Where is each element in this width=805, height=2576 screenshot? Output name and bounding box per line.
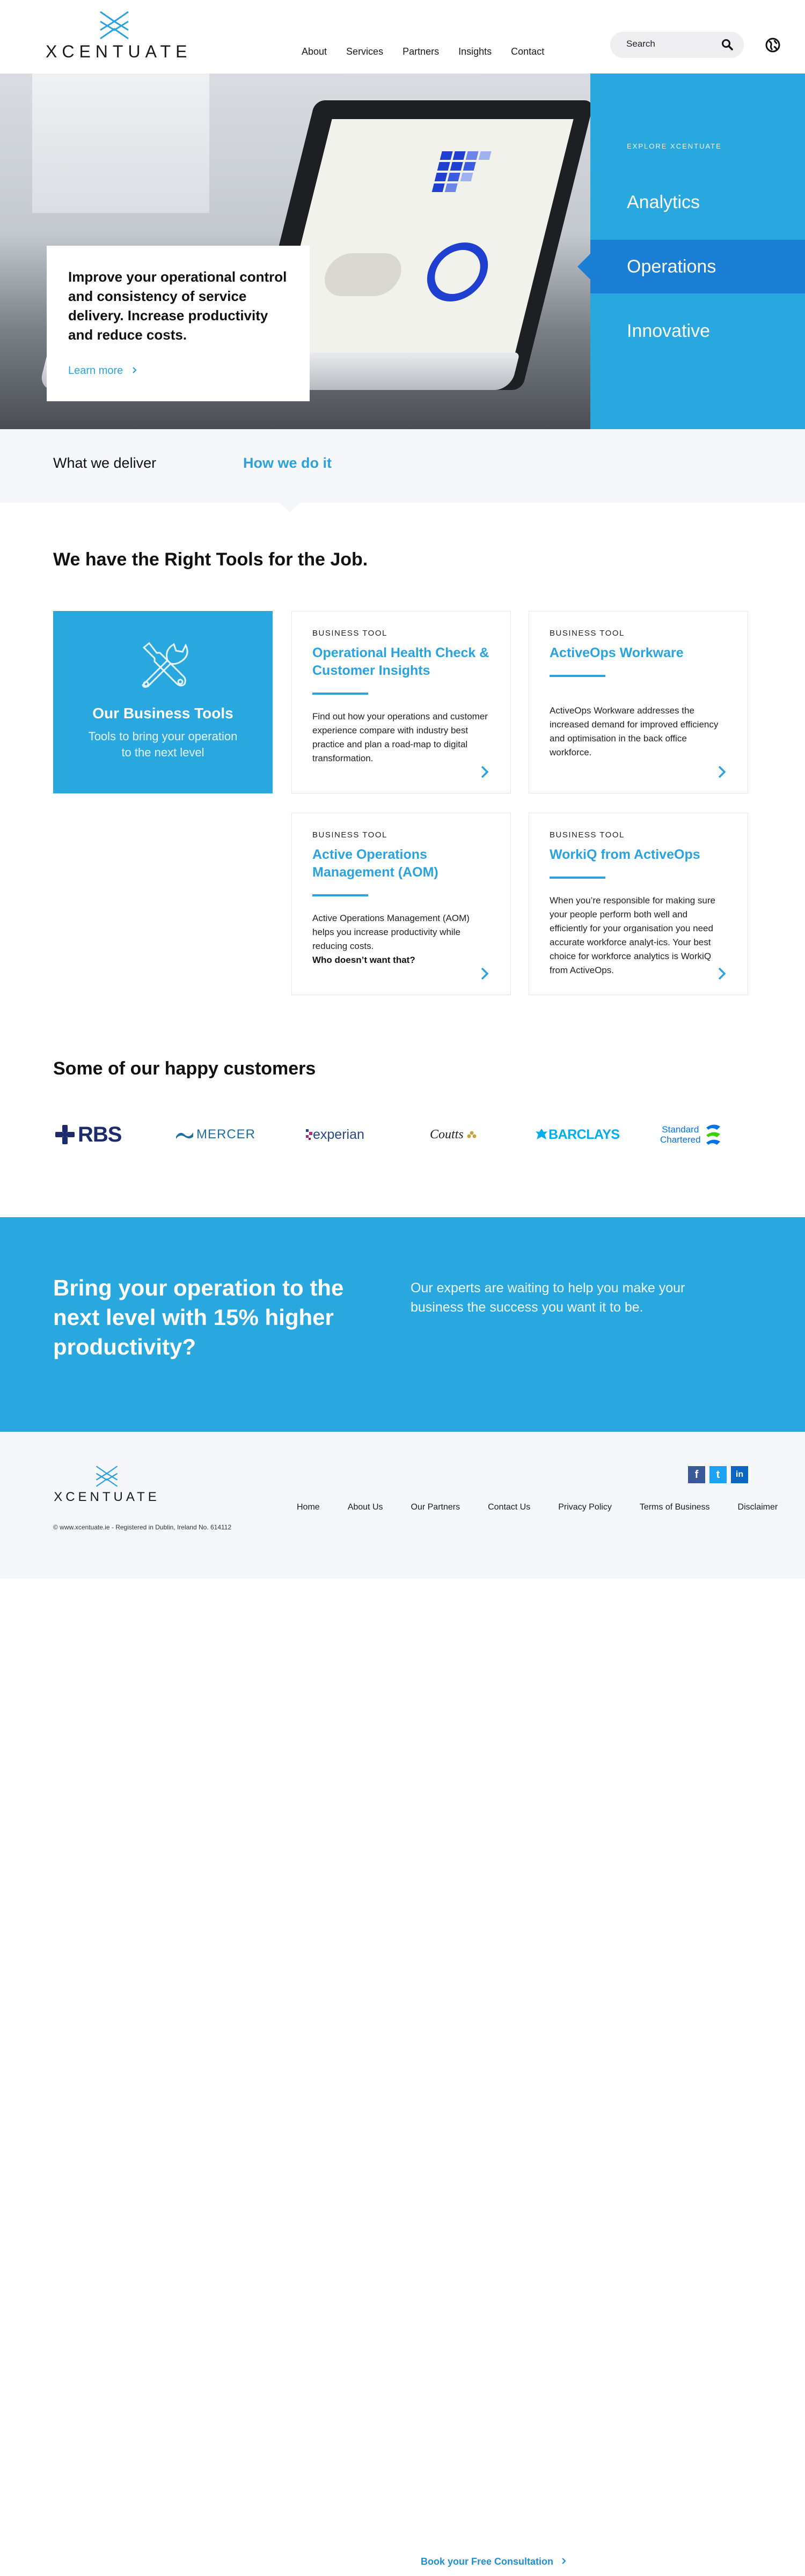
tool-card-divider xyxy=(550,675,605,677)
copyright-text: © www.xcentuate.ie - Registered in Dublin, Ireland No. 614112 xyxy=(53,1523,232,1531)
mercer-mark-icon xyxy=(175,1129,194,1140)
barclays-eagle-icon xyxy=(535,1128,548,1142)
screen-world-map xyxy=(320,253,406,296)
tool-card-text: When you’re responsible for making sure your people perform both well and efficiently for your organisation you need accurate workforce analyt-ics. Your best choice for workforce analytics is WorkiQ from ActiveOps. xyxy=(550,895,715,975)
explore-item-innovative[interactable]: Innovative xyxy=(627,321,710,341)
tool-card-title: Operational Health Check & Customer Insights xyxy=(312,645,489,678)
barclays-logo xyxy=(535,1118,620,1151)
globe-icon[interactable] xyxy=(765,37,781,53)
experian-mark-icon xyxy=(305,1128,313,1141)
cta-text: Our experts are waiting to help you make your business the success you want it to be. xyxy=(411,1280,685,1315)
business-tools-feature xyxy=(53,611,273,793)
mercer-logo xyxy=(175,1118,255,1151)
mercer-wordmark: MERCER xyxy=(196,1127,256,1142)
logo-mark-icon xyxy=(94,1465,120,1488)
twitter-icon[interactable]: t xyxy=(709,1466,727,1483)
tool-card-text: ActiveOps Workware addresses the increased demand for improved efficiency and optimisation in the back office workforce. xyxy=(550,705,719,757)
footer-link-home[interactable]: Home xyxy=(297,1503,320,1512)
standard-chartered-mark-icon xyxy=(704,1122,722,1147)
coutts-logo xyxy=(430,1118,478,1151)
tool-card-kicker: BUSINESS TOOL xyxy=(312,830,387,840)
standard-chartered-logo xyxy=(660,1118,722,1151)
search-icon[interactable] xyxy=(721,39,733,50)
explore-panel xyxy=(590,73,805,429)
footer-link-contact-us[interactable]: Contact Us xyxy=(488,1503,531,1512)
barclays-wordmark: BARCLAYS xyxy=(548,1127,620,1142)
site-logo[interactable] xyxy=(46,11,192,62)
site-header xyxy=(0,0,805,73)
content-tabs xyxy=(0,429,805,503)
active-tab-pointer xyxy=(279,503,301,512)
tab-what-we-deliver[interactable]: What we deliver xyxy=(53,455,157,471)
tool-card-divider xyxy=(312,693,368,695)
experian-wordmark: experian xyxy=(313,1127,364,1142)
nav-about[interactable]: About xyxy=(302,46,327,57)
tool-card-title: Active Operations Management (AOM) xyxy=(312,847,438,880)
explore-item-operations[interactable]: Operations xyxy=(590,240,805,293)
logo-mark-icon xyxy=(97,11,131,40)
tool-card-health-check[interactable] xyxy=(291,611,511,793)
customers-section-title: Some of our happy customers xyxy=(53,1058,316,1079)
search-input[interactable] xyxy=(626,39,718,49)
hero-card xyxy=(47,246,310,401)
footer-logo-wordmark: XCENTUATE xyxy=(54,1490,160,1504)
tool-card-kicker: BUSINESS TOOL xyxy=(312,629,387,638)
standard-chartered-wordmark xyxy=(660,1124,701,1145)
footer-link-disclaimer[interactable]: Disclaimer xyxy=(737,1503,778,1512)
tab-how-we-do-it[interactable]: How we do it xyxy=(243,455,332,471)
tool-card-text: Active Operations Management (AOM) helps you increase productivity while reducing costs. xyxy=(312,913,470,951)
rbs-mark-icon xyxy=(54,1124,76,1145)
rbs-wordmark: RBS xyxy=(78,1122,122,1146)
coutts-wordmark: Coutts xyxy=(430,1127,464,1142)
cta-headline: Bring your operation to the next level with 15% higher productivity? xyxy=(53,1275,344,1359)
coutts-crown-icon xyxy=(466,1131,478,1138)
tool-card-bold-text: Who doesn’t want that? xyxy=(312,955,415,965)
nav-partners[interactable]: Partners xyxy=(402,46,440,57)
linkedin-icon[interactable]: in xyxy=(731,1466,748,1483)
facebook-icon[interactable]: f xyxy=(688,1466,705,1483)
rbs-logo xyxy=(54,1118,121,1151)
chevron-right-icon[interactable] xyxy=(718,765,726,779)
learn-more-label: Learn more xyxy=(68,365,123,377)
standard-chartered-line1: Standard xyxy=(662,1124,699,1135)
tool-card-text-block xyxy=(312,911,490,967)
tool-card-divider xyxy=(550,877,605,879)
nav-services[interactable]: Services xyxy=(346,46,384,57)
chevron-right-icon[interactable] xyxy=(480,967,489,981)
tool-card-divider xyxy=(312,894,368,896)
customer-logos xyxy=(53,1118,756,1151)
explore-title: EXPLORE XCENTUATE xyxy=(627,142,722,150)
book-consultation-button[interactable] xyxy=(408,2547,580,2576)
search-box xyxy=(610,32,744,58)
tools-icon xyxy=(135,637,191,693)
hero-headline: Improve your operational control and consistency of service delivery. Increase productivity and reduce costs. xyxy=(68,269,287,343)
hero-background-window xyxy=(32,73,209,213)
tool-card-workiq[interactable] xyxy=(529,813,748,995)
chevron-right-icon xyxy=(560,2557,568,2565)
footer-link-about-us[interactable]: About Us xyxy=(347,1503,383,1512)
site-footer xyxy=(0,1432,805,1579)
hero-banner xyxy=(0,73,590,429)
book-consultation-label: Book your Free Consultation xyxy=(420,2556,553,2567)
footer-link-our-partners[interactable]: Our Partners xyxy=(411,1503,460,1512)
social-links xyxy=(688,1466,748,1483)
tool-card-title: ActiveOps Workware xyxy=(550,645,684,660)
tool-card-title: WorkiQ from ActiveOps xyxy=(550,847,700,862)
footer-link-privacy-policy[interactable]: Privacy Policy xyxy=(558,1503,612,1512)
standard-chartered-line2: Chartered xyxy=(660,1135,701,1145)
tool-card-aom[interactable] xyxy=(291,813,511,995)
business-tools-title: Our Business Tools xyxy=(92,705,233,722)
chevron-right-icon[interactable] xyxy=(480,765,489,779)
main-nav xyxy=(302,46,564,57)
nav-contact[interactable]: Contact xyxy=(511,46,545,57)
tool-card-activeops-workware[interactable] xyxy=(529,611,748,793)
screen-donut-chart xyxy=(421,242,494,301)
footer-logo[interactable] xyxy=(53,1465,160,1505)
business-tools-text: Tools to bring your operation to the next level xyxy=(88,730,238,759)
chevron-right-icon xyxy=(130,366,139,374)
footer-nav xyxy=(297,1503,778,1512)
explore-item-analytics[interactable]: Analytics xyxy=(627,192,700,212)
logo-wordmark: XCENTUATE xyxy=(46,42,192,61)
footer-link-terms-of-business[interactable]: Terms of Business xyxy=(639,1503,710,1512)
tool-card-kicker: BUSINESS TOOL xyxy=(550,830,625,840)
tools-section-title: We have the Right Tools for the Job. xyxy=(53,549,368,570)
tool-card-text: Find out how your operations and customer experience compare with industry best practice and plan a road-map to digital transformation. xyxy=(312,711,488,763)
experian-logo xyxy=(305,1118,364,1151)
learn-more-link[interactable] xyxy=(68,365,139,377)
chevron-right-icon[interactable] xyxy=(718,967,726,981)
tool-card-kicker: BUSINESS TOOL xyxy=(550,629,625,638)
nav-insights[interactable]: Insights xyxy=(458,46,492,57)
